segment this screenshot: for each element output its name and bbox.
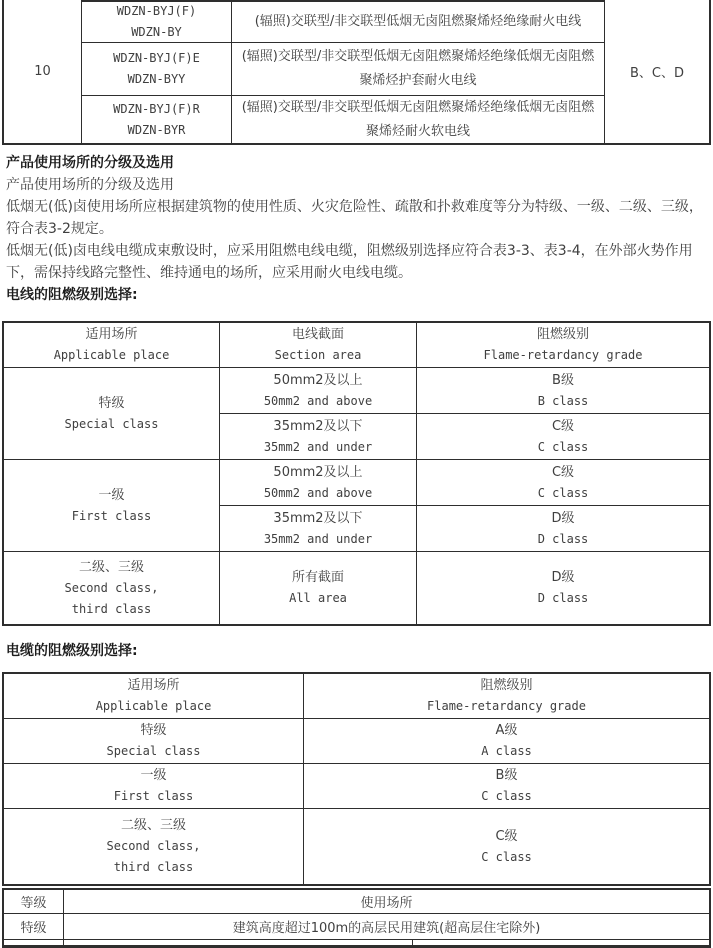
place-en: Second class, — [64, 580, 159, 595]
section-en: 35mm2 and under — [263, 439, 373, 454]
grade-en: C class — [537, 439, 589, 454]
paragraph-classification: 低烟无(低)卤使用场所应根据建筑物的使用性质、火灾危险性、疏散和扑救难度等分为特级、一级、二级、三级，符合表3-2规定。 — [6, 199, 703, 237]
grade-zh: C级 — [551, 418, 575, 434]
text-section — [2, 152, 713, 306]
grade-cell — [304, 809, 709, 884]
place-en: Special class — [106, 744, 201, 758]
model-cell — [82, 0, 232, 43]
section-heading-wire-flame-grade: 电线的阻燃级别选择: — [6, 287, 138, 303]
grade-cell: 特级 — [4, 914, 64, 940]
place-en: third class — [71, 601, 152, 616]
model-name: WDZN-BYR — [127, 122, 186, 137]
place-zh: 二级、三级 — [120, 818, 186, 833]
place-cell — [4, 368, 220, 460]
grade-zh: C级 — [495, 828, 518, 844]
section-zh: 35mm2及以下 — [273, 418, 363, 434]
grade-zh: A级 — [495, 723, 518, 738]
grade-place-table — [2, 888, 711, 948]
grade-cell — [304, 764, 709, 809]
grade-cell — [417, 460, 709, 506]
cable-heading-block — [2, 640, 713, 662]
grade-en: C class — [537, 485, 589, 500]
model-cell — [82, 96, 232, 143]
wire-flame-retardancy-table — [2, 321, 711, 626]
header-cell-grade — [304, 674, 709, 719]
section-cell — [220, 552, 417, 624]
place-zh: 二级、三级 — [78, 559, 144, 575]
description-cell: (辐照)交联型/非交联型低烟无卤阻燃聚烯烃绝缘低烟无卤阻燃聚烯烃耐火软电线 — [232, 96, 605, 143]
grade-en: C class — [481, 789, 532, 803]
grade-en: D class — [537, 531, 589, 546]
row-index-cell: 10 — [4, 0, 82, 143]
section-zh: 所有截面 — [291, 570, 344, 585]
section-cell — [220, 414, 417, 460]
header-zh: 适用场所 — [127, 678, 180, 693]
partial-row-cell — [4, 940, 64, 946]
header-en: Applicable place — [95, 699, 212, 713]
grade-cell — [417, 552, 709, 624]
paragraph-product-usage: 产品使用场所的分级及选用 — [6, 177, 174, 193]
header-cell-place — [4, 674, 304, 719]
place-en: First class — [113, 789, 194, 803]
section-cell — [220, 506, 417, 552]
section-heading-cable-flame-grade: 电缆的阻燃级别选择: — [6, 643, 138, 659]
model-name: WDZN-BY — [131, 25, 182, 39]
section-en: 35mm2 and under — [263, 531, 373, 546]
grade-zh: C级 — [551, 464, 575, 480]
place-header-cell: 使用场所 — [64, 890, 709, 914]
partial-row-cell — [64, 940, 709, 946]
description-cell: (辐照)交联型/非交联型低烟无卤阻燃聚烯烃绝缘耐火电线 — [232, 0, 605, 43]
grade-en: B class — [537, 393, 589, 408]
header-cell-place — [4, 323, 220, 368]
header-zh: 电线截面 — [291, 327, 344, 342]
section-zh: 35mm2及以下 — [273, 510, 363, 526]
product-models-table — [2, 0, 711, 145]
place-cell — [4, 809, 304, 884]
place-en: third class — [113, 860, 194, 874]
header-en: Section area — [274, 348, 362, 362]
section-en: All area — [289, 591, 347, 605]
section-zh: 50mm2及以上 — [273, 464, 363, 480]
section-heading-product-usage: 产品使用场所的分级及选用 — [6, 155, 174, 171]
grade-zh: D级 — [551, 510, 575, 526]
header-cell-section — [220, 323, 417, 368]
partial-row-divider — [412, 940, 413, 945]
model-name: WDZN-BYJ(F)R — [113, 101, 200, 116]
cable-flame-retardancy-table — [2, 672, 711, 886]
place-cell — [4, 719, 304, 764]
grade-en: A class — [481, 744, 532, 758]
header-en: Flame-retardancy grade — [427, 699, 586, 713]
section-cell — [220, 460, 417, 506]
place-zh: 一级 — [140, 768, 167, 783]
place-en: First class — [71, 508, 152, 523]
header-zh: 适用场所 — [85, 327, 138, 342]
place-zh: 特级 — [98, 395, 125, 411]
model-cell — [82, 43, 232, 96]
grade-en: C class — [481, 849, 532, 864]
model-name: WDZN-BYY — [127, 72, 186, 86]
section-en: 50mm2 and above — [263, 485, 373, 500]
grade-cell — [304, 719, 709, 764]
section-en: 50mm2 and above — [263, 393, 373, 408]
place-cell — [4, 552, 220, 624]
model-name: WDZN-BYJ(F)E — [113, 51, 200, 65]
header-zh: 阻燃级别 — [536, 327, 589, 342]
place-zh: 一级 — [98, 487, 125, 503]
place-cell — [4, 764, 304, 809]
place-en: Special class — [64, 416, 159, 431]
header-en: Flame-retardancy grade — [483, 348, 643, 362]
section-cell — [220, 368, 417, 414]
grade-zh: B级 — [495, 768, 518, 783]
grade-cell: B、C、D — [629, 66, 684, 81]
grade-cell — [417, 506, 709, 552]
section-zh: 50mm2及以上 — [273, 372, 363, 388]
header-cell-grade — [417, 323, 709, 368]
header-en: Applicable place — [53, 348, 170, 362]
place-zh: 特级 — [140, 723, 167, 738]
grade-cell — [417, 414, 709, 460]
grade-en: D class — [537, 591, 589, 605]
grade-cell — [417, 368, 709, 414]
model-name: WDZN-BYJ(F) — [116, 4, 197, 18]
place-cell: 建筑高度超过100m的高层民用建筑(超高层住宅除外) — [64, 914, 709, 940]
grade-header-cell: 等级 — [4, 890, 64, 914]
grade-zh: B级 — [552, 372, 574, 388]
header-zh: 阻燃级别 — [480, 678, 533, 693]
description-cell: (辐照)交联型/非交联型低烟无卤阻燃聚烯烃绝缘低烟无卤阻燃聚烯烃护套耐火电线 — [232, 43, 605, 96]
place-cell — [4, 460, 220, 552]
grade-zh: D级 — [551, 570, 575, 585]
place-en: Second class, — [106, 839, 201, 853]
paragraph-bundled-laying: 低烟无(低)卤电线电缆成束敷设时，应采用阻燃电线电缆，阻燃级别选择应符合表3-3、表3-4，在外部火势作用下，需保持线路完整性、维持通电的场所，应采用耐火电线电缆。 — [6, 243, 693, 281]
